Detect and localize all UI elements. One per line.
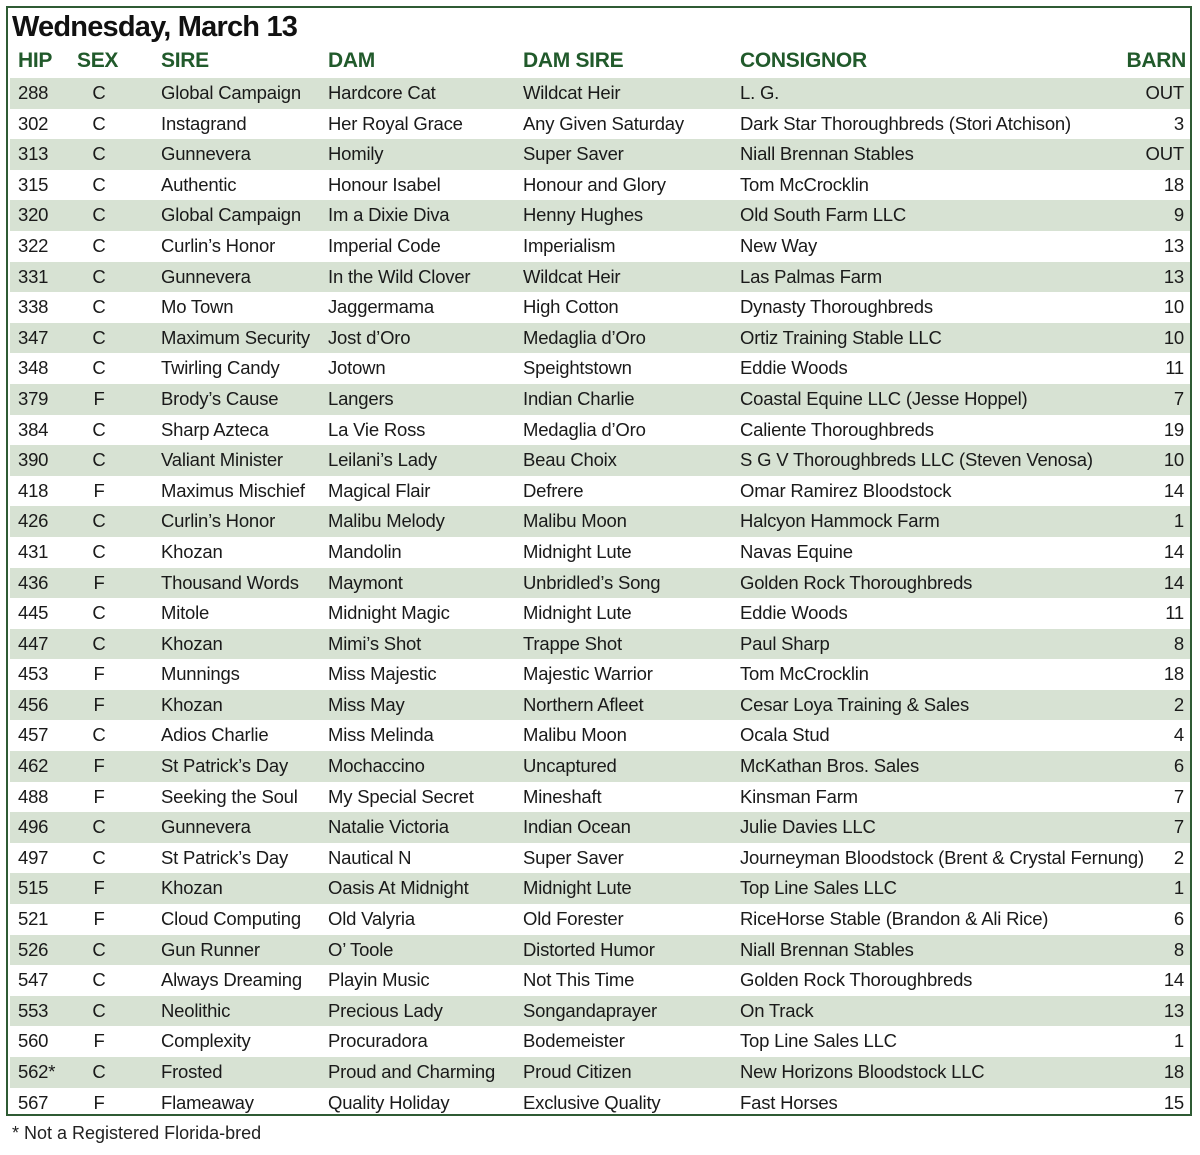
cell-sire: Gunnevera [161,265,251,287]
cell-dam: Jost d’Oro [328,326,411,348]
cell-barn: 7 [1173,785,1184,807]
cell-sire: Khozan [161,877,223,899]
table-row [10,690,1190,721]
cell-hip: 488 [18,785,49,807]
cell-sire: Munnings [161,663,240,685]
cell-dam: Miss May [328,693,405,715]
cell-sire: Instagrand [161,112,247,134]
cell-hip: 418 [18,479,49,501]
table-row [10,200,1190,231]
cell-dam-sire: Imperialism [523,234,616,256]
cell-hip: 526 [18,938,49,960]
table-row [10,904,1190,935]
table-row [10,812,1190,843]
cell-barn: 9 [1173,204,1184,226]
cell-sire: Khozan [161,540,223,562]
cell-barn: 8 [1173,938,1184,960]
cell-consignor: McKathan Bros. Sales [740,755,920,777]
cell-sire: Curlin’s Honor [161,234,276,256]
cell-sire: Valiant Minister [161,449,283,471]
cell-barn: 2 [1173,846,1184,868]
cell-dam: Langers [328,387,394,409]
cell-consignor: Top Line Sales LLC [740,877,897,899]
cell-dam: Precious Lady [328,999,443,1021]
cell-barn: 8 [1173,632,1184,654]
cell-dam: Her Royal Grace [328,112,463,134]
cell-dam-sire: Distorted Humor [523,938,655,960]
cell-consignor: Top Line Sales LLC [740,1030,897,1052]
cell-sire: Mitole [161,602,210,624]
cell-sire: Frosted [161,1061,223,1082]
cell-dam-sire: Honour and Glory [523,173,666,195]
cell-sex: F [93,908,105,930]
table-row [10,1026,1190,1057]
cell-consignor: Paul Sharp [740,632,830,654]
cell-sex: F [93,387,105,409]
cell-dam-sire: Northern Afleet [523,693,644,715]
cell-sire: Gunnevera [161,143,251,165]
table-row [10,720,1190,751]
table-row [10,568,1190,599]
table-row [10,843,1190,874]
header-sire: SIRE [161,49,209,72]
cell-dam: Quality Holiday [328,1091,450,1113]
cell-hip: 288 [18,82,49,103]
cell-barn: 7 [1173,816,1184,838]
cell-sire: Complexity [161,1030,251,1052]
cell-hip: 457 [18,724,49,746]
cell-hip: 547 [18,969,49,991]
header-hip: HIP [18,49,53,72]
header-barn: BARN [1126,49,1186,72]
cell-dam-sire: Super Saver [523,846,624,868]
cell-sire: Always Dreaming [161,969,302,991]
cell-sex: F [93,693,105,715]
cell-sire: Global Campaign [161,82,301,103]
cell-hip: 384 [18,418,49,440]
cell-barn: 1 [1173,1030,1184,1052]
cell-dam-sire: Indian Charlie [523,387,635,409]
cell-consignor: Old South Farm LLC [740,204,907,226]
cell-barn: 13 [1163,999,1184,1021]
table-row [10,384,1190,415]
cell-sire: Sharp Azteca [161,418,269,440]
table-header [10,45,1190,77]
cell-consignor: Tom McCrocklin [740,173,869,195]
cell-dam: Natalie Victoria [328,816,449,838]
cell-sex: C [92,112,106,134]
cell-dam-sire: Not This Time [523,969,635,991]
cell-dam-sire: Defrere [523,479,584,501]
table-row [10,1057,1190,1088]
cell-hip: 562* [18,1061,56,1082]
cell-hip: 426 [18,510,49,532]
cell-dam-sire: Uncaptured [523,755,617,777]
cell-dam: Miss Melinda [328,724,434,746]
cell-sex: C [92,143,106,165]
cell-dam-sire: Medaglia d’Oro [523,418,646,440]
cell-dam-sire: Malibu Moon [523,724,627,746]
table-row [10,445,1190,476]
cell-sire: Cloud Computing [161,908,301,930]
table-row [10,231,1190,262]
cell-barn: 18 [1163,173,1184,195]
cell-hip: 567 [18,1091,49,1113]
cell-sire: Khozan [161,693,223,715]
cell-sire: Global Campaign [161,204,301,226]
cell-barn: 14 [1163,969,1184,991]
cell-barn: 10 [1163,449,1184,471]
cell-dam: Leilani’s Lady [328,449,437,471]
header-sex: SEX [77,49,119,72]
cell-dam-sire: Midnight Lute [523,540,632,562]
cell-sex: C [92,999,106,1021]
cell-barn: 11 [1165,602,1184,624]
table-row [10,751,1190,782]
cell-barn: 19 [1163,418,1184,440]
table-row [10,78,1190,109]
table-row [10,262,1190,293]
cell-sex: F [93,1030,105,1052]
cell-dam-sire: Old Forester [523,908,624,930]
cell-dam: O’ Toole [328,938,394,960]
cell-hip: 560 [18,1030,49,1052]
cell-dam: Procuradora [328,1030,428,1052]
cell-dam: Midnight Magic [328,602,450,624]
cell-hip: 456 [18,693,49,715]
cell-sire: Khozan [161,632,223,654]
cell-dam-sire: Super Saver [523,143,624,165]
cell-sire: Mo Town [161,296,234,318]
cell-dam: Honour Isabel [328,173,441,195]
cell-consignor: L. G. [740,82,780,103]
cell-sire: Maximum Security [161,326,310,348]
cell-dam-sire: Bodemeister [523,1030,625,1052]
cell-sire: Adios Charlie [161,724,269,746]
cell-dam: Hardcore Cat [328,82,436,103]
cell-hip: 347 [18,326,49,348]
table-row [10,965,1190,996]
cell-dam-sire: Proud Citizen [523,1061,632,1082]
cell-sex: C [92,82,106,103]
table-row [10,415,1190,446]
cell-sex: C [92,357,106,379]
cell-barn: 10 [1163,326,1184,348]
cell-consignor: Las Palmas Farm [740,265,882,287]
cell-dam: Old Valyria [328,908,415,930]
cell-sex: C [92,846,106,868]
cell-sex: C [92,540,106,562]
cell-sex: C [92,173,106,195]
cell-dam-sire: Any Given Saturday [523,112,684,134]
cell-barn: 18 [1163,663,1184,685]
cell-dam-sire: Midnight Lute [523,877,632,899]
cell-dam-sire: Songandaprayer [523,999,657,1021]
table-row [10,1088,1190,1119]
cell-hip: 453 [18,663,49,685]
cell-sex: C [92,418,106,440]
table-row [10,598,1190,629]
cell-consignor: Niall Brennan Stables [740,143,914,165]
cell-consignor: Caliente Thoroughbreds [740,418,934,440]
cell-dam: Miss Majestic [328,663,437,685]
cell-sex: C [92,938,106,960]
cell-consignor: Eddie Woods [740,357,848,379]
cell-consignor: Coastal Equine LLC (Jesse Hoppel) [740,387,1028,409]
cell-hip: 348 [18,357,49,379]
cell-dam: Nautical N [328,846,412,868]
table-row [10,170,1190,201]
cell-sire: Authentic [161,173,237,195]
cell-barn: 13 [1163,234,1184,256]
cell-dam-sire: Majestic Warrior [523,663,653,685]
cell-barn: 3 [1173,112,1184,134]
cell-hip: 462 [18,755,49,777]
cell-sire: Gun Runner [161,938,260,960]
cell-sex: F [93,755,105,777]
cell-sex: F [93,663,105,685]
cell-consignor: RiceHorse Stable (Brandon & Ali Rice) [740,908,1049,930]
cell-dam: Jotown [328,357,386,379]
header-dam: DAM [328,49,375,72]
cell-dam: Proud and Charming [328,1061,496,1082]
cell-dam: My Special Secret [328,785,474,807]
cell-sex: C [92,234,106,256]
cell-hip: 322 [18,234,49,256]
cell-sex: F [93,479,105,501]
cell-consignor: New Way [740,234,818,256]
cell-dam: Oasis At Midnight [328,877,469,899]
cell-sex: C [92,1061,106,1082]
table-row [10,476,1190,507]
cell-sire: Neolithic [161,999,231,1021]
cell-consignor: Julie Davies LLC [740,816,876,838]
cell-dam-sire: Trappe Shot [523,632,622,654]
cell-barn: OUT [1145,82,1184,103]
cell-hip: 447 [18,632,49,654]
table-row [10,996,1190,1027]
cell-barn: 13 [1163,265,1184,287]
table-row [10,935,1190,966]
cell-consignor: Dynasty Thoroughbreds [740,296,933,318]
cell-sire: Thousand Words [161,571,299,593]
cell-sex: C [92,296,106,318]
cell-sex: F [93,877,105,899]
cell-consignor: New Horizons Bloodstock LLC [740,1061,985,1082]
cell-sex: C [92,969,106,991]
cell-sire: Maximus Mischief [161,479,305,501]
cell-dam: Homily [328,143,384,165]
cell-hip: 315 [18,173,49,195]
cell-consignor: Fast Horses [740,1091,838,1113]
table-row [10,659,1190,690]
cell-sex: C [92,632,106,654]
cell-consignor: On Track [740,999,814,1021]
table-row [10,537,1190,568]
cell-sire: Brody’s Cause [161,387,279,409]
cell-dam: Malibu Melody [328,510,445,532]
cell-consignor: Tom McCrocklin [740,663,869,685]
cell-barn: 11 [1165,357,1184,379]
cell-sex: C [92,265,106,287]
table-row [10,782,1190,813]
cell-sex: F [93,571,105,593]
footnote: * Not a Registered Florida-bred [12,1123,262,1143]
table-row [10,139,1190,170]
cell-hip: 320 [18,204,49,226]
cell-consignor: Ortiz Training Stable LLC [740,326,942,348]
cell-sire: Twirling Candy [161,357,280,379]
cell-hip: 436 [18,571,49,593]
cell-sex: C [92,602,106,624]
cell-sire: Seeking the Soul [161,785,298,807]
cell-sire: Flameaway [161,1091,254,1113]
cell-hip: 553 [18,999,49,1021]
cell-dam-sire: Speightstown [523,357,632,379]
cell-sire: St Patrick’s Day [161,755,289,777]
cell-sex: F [93,785,105,807]
cell-barn: 2 [1173,693,1184,715]
cell-barn: 1 [1173,877,1184,899]
cell-barn: OUT [1145,143,1184,165]
table-row [10,873,1190,904]
header-consignor: CONSIGNOR [740,49,867,72]
cell-barn: 14 [1163,540,1184,562]
cell-sex: F [93,1091,105,1113]
cell-hip: 331 [18,265,49,287]
cell-hip: 379 [18,387,49,409]
cell-barn: 14 [1163,479,1184,501]
cell-hip: 497 [18,846,49,868]
cell-dam-sire: Unbridled’s Song [523,571,661,593]
cell-sire: St Patrick’s Day [161,846,289,868]
cell-sex: C [92,510,106,532]
table-row [10,506,1190,537]
cell-barn: 6 [1173,755,1184,777]
cell-dam: Magical Flair [328,479,431,501]
table-row [10,292,1190,323]
cell-dam-sire: High Cotton [523,296,619,318]
cell-dam: Mandolin [328,540,402,562]
cell-barn: 15 [1163,1091,1184,1113]
cell-sex: C [92,326,106,348]
cell-dam-sire: Mineshaft [523,785,602,807]
cell-dam-sire: Midnight Lute [523,602,632,624]
cell-consignor: Dark Star Thoroughbreds (Stori Atchison) [740,112,1071,134]
cell-dam: Im a Dixie Diva [328,204,450,226]
cell-dam: Mimi’s Shot [328,632,422,654]
cell-barn: 10 [1163,296,1184,318]
table-row [10,109,1190,140]
cell-dam: Maymont [328,571,403,593]
cell-barn: 18 [1163,1061,1184,1082]
cell-consignor: S G V Thoroughbreds LLC (Steven Venosa) [740,449,1093,471]
cell-sire: Curlin’s Honor [161,510,276,532]
cell-hip: 390 [18,449,49,471]
cell-consignor: Navas Equine [740,540,853,562]
page-title: Wednesday, March 13 [12,11,298,43]
cell-hip: 431 [18,540,49,562]
cell-consignor: Golden Rock Thoroughbreds [740,571,973,593]
cell-consignor: Ocala Stud [740,724,830,746]
cell-barn: 14 [1163,571,1184,593]
cell-dam: Jaggermama [328,296,434,318]
cell-consignor: Kinsman Farm [740,785,858,807]
cell-dam: Mochaccino [328,755,425,777]
table-row [10,629,1190,660]
cell-barn: 1 [1173,510,1184,532]
cell-dam-sire: Henny Hughes [523,204,643,226]
cell-hip: 302 [18,112,49,134]
cell-sex: C [92,204,106,226]
cell-consignor: Omar Ramirez Bloodstock [740,479,952,501]
cell-consignor: Cesar Loya Training & Sales [740,693,970,715]
cell-consignor: Eddie Woods [740,602,848,624]
table-row [10,323,1190,354]
cell-sex: C [92,724,106,746]
cell-dam-sire: Medaglia d’Oro [523,326,646,348]
cell-dam-sire: Malibu Moon [523,510,627,532]
cell-sex: C [92,449,106,471]
cell-consignor: Journeyman Bloodstock (Brent & Crystal Fernung) [740,846,1144,868]
cell-dam: Playin Music [328,969,430,991]
cell-hip: 313 [18,143,49,165]
cell-hip: 445 [18,602,49,624]
cell-sex: C [92,816,106,838]
cell-consignor: Golden Rock Thoroughbreds [740,969,973,991]
cell-consignor: Niall Brennan Stables [740,938,914,960]
cell-dam: Imperial Code [328,234,441,256]
table-row [10,353,1190,384]
cell-dam-sire: Beau Choix [523,449,617,471]
cell-sire: Gunnevera [161,816,251,838]
cell-barn: 4 [1173,724,1184,746]
cell-dam-sire: Indian Ocean [523,816,631,838]
cell-hip: 338 [18,296,49,318]
cell-dam-sire: Wildcat Heir [523,82,621,103]
header-dam-sire: DAM SIRE [523,49,624,72]
cell-barn: 7 [1173,387,1184,409]
cell-consignor: Halcyon Hammock Farm [740,510,940,532]
cell-dam: La Vie Ross [328,418,426,440]
table-body [10,78,1190,1118]
cell-hip: 521 [18,908,49,930]
cell-dam-sire: Wildcat Heir [523,265,621,287]
cell-hip: 496 [18,816,49,838]
cell-dam: In the Wild Clover [328,265,471,287]
cell-barn: 6 [1173,908,1184,930]
cell-dam-sire: Exclusive Quality [523,1091,661,1113]
cell-hip: 515 [18,877,49,899]
